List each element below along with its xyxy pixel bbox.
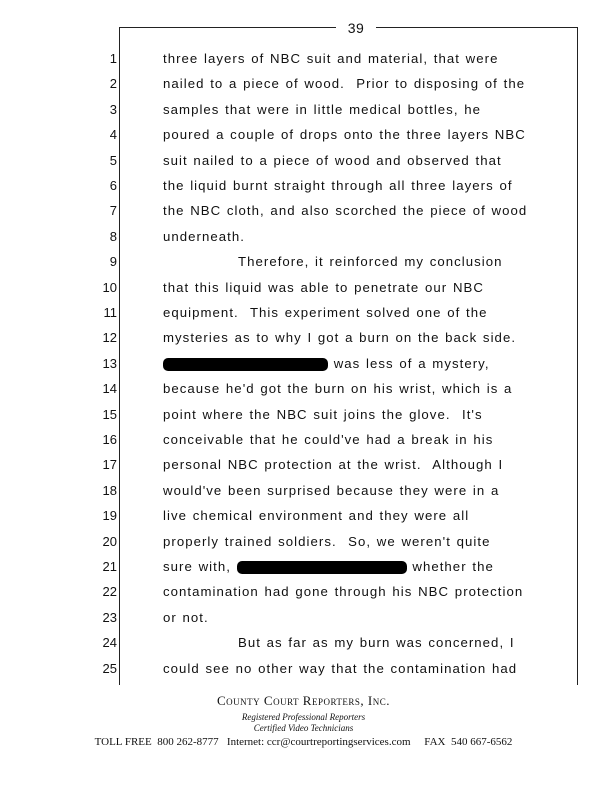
line-text-segment: equipment. This experiment solved one of the	[163, 305, 488, 320]
line-text	[163, 532, 490, 552]
line-number: 22	[102, 584, 117, 600]
transcript-line	[0, 430, 607, 456]
line-text	[163, 49, 498, 69]
line-number: 24	[102, 635, 117, 651]
transcript-line	[0, 481, 607, 507]
line-text-segment: But as far as my burn was concerned, I	[238, 635, 515, 651]
transcript-line	[0, 354, 607, 380]
line-text-segment: contamination had gone through his NBC protection	[163, 584, 524, 600]
transcript-line	[0, 608, 607, 634]
line-text-segment: personal NBC protection at the wrist. Although I	[163, 457, 504, 473]
line-text	[163, 176, 513, 196]
line-text	[163, 455, 503, 475]
line-text	[238, 633, 515, 653]
line-number: 13	[102, 355, 117, 371]
line-number: 1	[109, 51, 117, 66]
footer-contact-info: TOLL FREE 800 262-8777 Internet: ccr@courtreportingservices.com FAX 540 667-6562	[94, 736, 513, 748]
line-text	[163, 201, 527, 221]
line-text	[163, 608, 209, 628]
line-text	[163, 74, 525, 94]
line-number: 14	[102, 381, 117, 397]
line-text-segment: because he'd got the burn on his wrist, which is a	[163, 381, 513, 397]
footer-tagline-video: Certified Video Technicians	[253, 723, 354, 733]
line-text-segment: live chemical environment and they were all	[163, 508, 470, 524]
line-text	[163, 278, 484, 298]
line-number: 4	[109, 127, 117, 143]
line-number: 8	[109, 228, 117, 244]
line-text-segment: samples that were in little medical bottles, he	[163, 101, 482, 117]
transcript-line	[0, 151, 607, 177]
line-text-segment: properly trained soldiers. So, we weren't quite	[163, 533, 491, 549]
line-number: 2	[109, 76, 117, 92]
line-text-segment: could see no other way that the contamination had	[163, 660, 518, 676]
line-text-segment: was less of a mystery,	[328, 355, 490, 371]
line-text-segment: the NBC cloth, and also scorched the piece of wood	[163, 203, 528, 219]
line-text	[163, 328, 516, 348]
transcript-line	[0, 405, 607, 431]
line-text	[163, 430, 493, 450]
line-text-segment: mysteries as to why I got a burn on the back side.	[163, 330, 517, 346]
line-text	[238, 252, 503, 272]
transcript-line	[0, 201, 607, 227]
transcript-line	[0, 633, 607, 659]
line-number: 19	[102, 508, 117, 524]
line-number: 20	[102, 533, 117, 549]
line-text	[163, 354, 490, 374]
line-number: 25	[102, 660, 117, 676]
page-number: 39	[336, 20, 376, 36]
line-text-segment: poured a couple of drops onto the three layers NBC	[163, 127, 526, 143]
redaction-bar	[163, 358, 328, 371]
transcript-line	[0, 252, 607, 278]
line-text	[163, 227, 245, 247]
line-text-segment: would've been surprised because they were in a	[163, 482, 500, 498]
transcript-line	[0, 659, 607, 685]
line-text-segment: that this liquid was able to penetrate our NBC	[163, 279, 484, 295]
line-number: 7	[109, 203, 117, 219]
transcript-line	[0, 582, 607, 608]
transcript-line	[0, 532, 607, 558]
transcript-line	[0, 176, 607, 202]
transcript-line	[0, 506, 607, 532]
line-number: 10	[102, 279, 117, 295]
line-text-segment: sure with,	[163, 559, 237, 574]
line-number: 11	[103, 305, 117, 320]
transcript-line	[0, 227, 607, 253]
footer-company-name: County Court Reporters, Inc.	[216, 693, 391, 708]
line-number: 15	[102, 406, 117, 422]
transcript-line	[0, 557, 607, 583]
line-text	[163, 659, 517, 679]
transcript-line	[0, 125, 607, 151]
transcript-line	[0, 100, 607, 126]
line-text-segment: Therefore, it reinforced my conclusion	[238, 254, 503, 270]
line-number: 12	[102, 330, 117, 346]
line-text	[163, 100, 481, 120]
line-text-segment: point where the NBC suit joins the glove. It's	[163, 406, 483, 422]
transcript-line	[0, 303, 607, 329]
transcript-line	[0, 379, 607, 405]
line-text	[163, 125, 526, 145]
line-text	[163, 481, 499, 501]
transcript-line	[0, 49, 607, 75]
line-text	[163, 506, 469, 526]
line-number: 21	[102, 559, 117, 574]
line-text	[163, 557, 494, 577]
transcript-line	[0, 278, 607, 304]
transcript-line	[0, 455, 607, 481]
line-text-segment: whether the	[406, 559, 494, 574]
line-number: 23	[102, 609, 117, 625]
line-text-segment: underneath.	[163, 228, 245, 244]
line-text-segment: suit nailed to a piece of wood and observed that	[163, 152, 502, 168]
line-number: 6	[109, 178, 117, 193]
line-text	[163, 379, 512, 399]
line-text	[163, 151, 502, 171]
line-number: 5	[109, 152, 117, 168]
line-text	[163, 303, 488, 323]
line-number: 16	[102, 432, 117, 447]
line-text-segment: or not.	[163, 609, 209, 625]
line-text-segment: conceivable that he could've had a break in his	[163, 432, 494, 447]
line-text-segment: nailed to a piece of wood. Prior to disposing of the	[163, 76, 526, 92]
transcript-line	[0, 328, 607, 354]
line-text	[163, 582, 523, 602]
transcript-line	[0, 74, 607, 100]
line-number: 3	[109, 101, 117, 117]
footer-tagline-reporters: Registered Professional Reporters	[241, 712, 366, 722]
line-number: 18	[102, 482, 117, 498]
line-text-segment: the liquid burnt straight through all three layers of	[163, 178, 513, 193]
line-text-segment: three layers of NBC suit and material, that were	[163, 51, 499, 66]
line-number: 17	[102, 457, 117, 473]
line-number: 9	[109, 254, 117, 270]
line-text	[163, 405, 483, 425]
redaction-bar	[237, 561, 407, 574]
